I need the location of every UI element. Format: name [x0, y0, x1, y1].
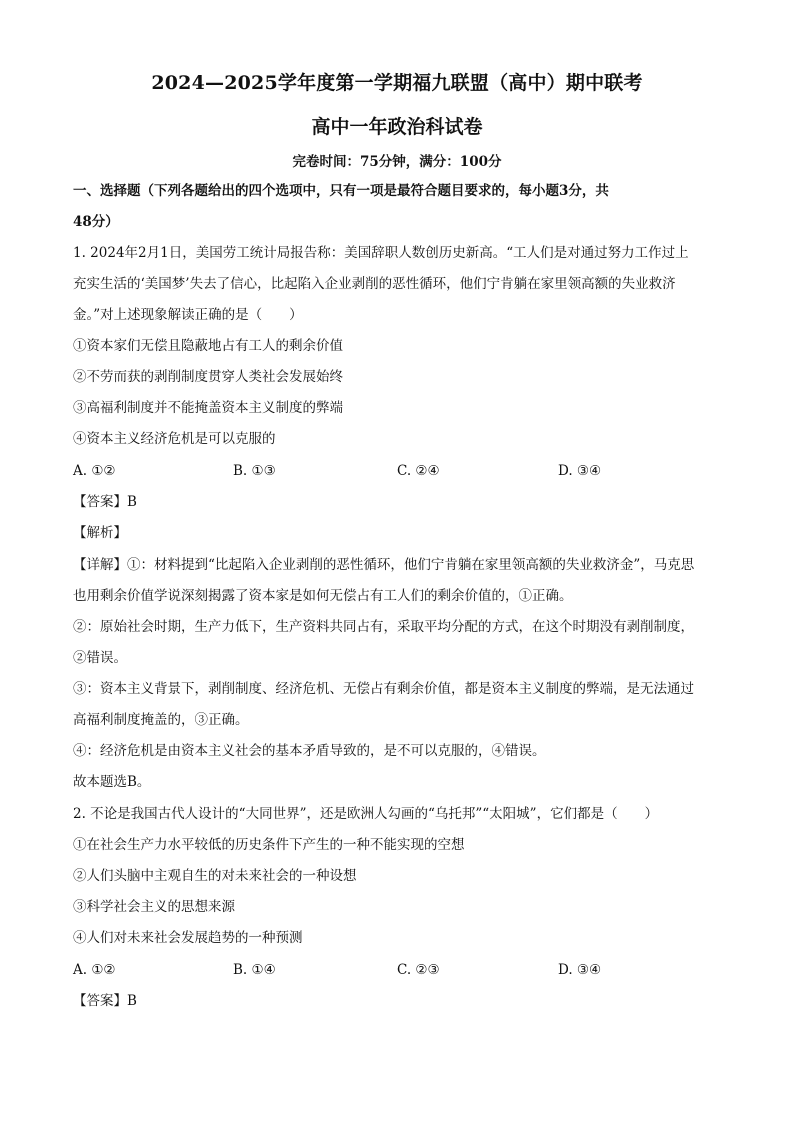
q2-statement: ②人们头脑中主观自生的对未来社会的一种设想 [73, 868, 357, 884]
q2-statement: ④人们对未来社会发展趋势的一种预测 [73, 930, 303, 946]
q1-detail-line: ②错误。 [73, 650, 127, 666]
q2-option-a: A. ①② [73, 962, 116, 978]
q2-answer: 【答案】B [73, 993, 137, 1009]
exam-time-score: 完卷时间：75分钟，满分：100分 [292, 154, 502, 170]
q1-statement: ②不劳而获的剥削制度贯穿人类社会发展始终 [73, 369, 343, 385]
q2-statement: ①在社会生产力水平较低的历史条件下产生的一种不能实现的空想 [73, 837, 465, 853]
q1-option-b: B. ①③ [233, 463, 276, 479]
q1-option-d: D. ③④ [558, 463, 602, 479]
q1-analysis-label: 【解析】 [73, 525, 127, 541]
q1-statement: ①资本家们无偿且隐蔽地占有工人的剩余价值 [73, 338, 343, 354]
q1-stem-line: 金。”对上述现象解读正确的是（ ） [73, 307, 303, 323]
q1-statement: ④资本主义经济危机是可以克服的 [73, 431, 276, 447]
q1-stem-line: 充实生活的‘美国梦’失去了信心，比起陷入企业剥削的恶性循环，他们宁肯躺在家里领高额的失业救济 [73, 276, 676, 292]
q2-stem: 2. 不论是我国古代人设计的“大同世界”，还是欧洲人勾画的“乌托邦”“太阳城”，它们都是（ ） [73, 806, 659, 822]
q2-option-d: D. ③④ [558, 962, 602, 978]
exam-title: 2024—2025学年度第一学期福九联盟（高中）期中联考 [151, 72, 643, 94]
q1-option-a: A. ①② [73, 463, 116, 479]
section-heading-line1: 一、选择题（下列各题给出的四个选项中，只有一项是最符合题目要求的，每小题3分，共 [73, 183, 609, 199]
q1-detail-line: 高福利制度掩盖的，③正确。 [73, 712, 249, 728]
q1-stem-line: 1. 2024年2月1日，美国劳工统计局报告称：美国辞职人数创历史新高。“工人们是对通过努力工作过上 [73, 245, 689, 261]
q1-detail-line: ②：原始社会时期，生产力低下，生产资料共同占有，采取平均分配的方式，在这个时期没有剥削制度， [73, 619, 694, 635]
q1-detail-line: 【详解】①：材料提到“比起陷入企业剥削的恶性循环，他们宁肯躺在家里领高额的失业救济金”，马克思 [73, 557, 695, 573]
q1-detail-line: ③：资本主义背景下，剥削制度、经济危机、无偿占有剩余价值，都是资本主义制度的弊端，是无法通过 [73, 681, 694, 697]
q1-option-c: C. ②④ [397, 463, 440, 479]
q1-detail-line: ④：经济危机是由资本主义社会的基本矛盾导致的，是不可以克服的，④错误。 [73, 743, 546, 759]
q2-option-b: B. ①④ [233, 962, 276, 978]
exam-subtitle: 高中一年政治科试卷 [311, 116, 483, 138]
q1-answer: 【答案】B [73, 494, 137, 510]
q1-detail-line: 也用剩余价值学说深刻揭露了资本家是如何无偿占有工人们的剩余价值的，①正确。 [73, 588, 573, 604]
q2-statement: ③科学社会主义的思想来源 [73, 899, 235, 915]
q2-option-c: C. ②③ [397, 962, 440, 978]
q1-detail-line: 故本题选B。 [73, 774, 151, 790]
q1-statement: ③高福利制度并不能掩盖资本主义制度的弊端 [73, 400, 343, 416]
section-heading-line2: 48分） [73, 214, 119, 230]
